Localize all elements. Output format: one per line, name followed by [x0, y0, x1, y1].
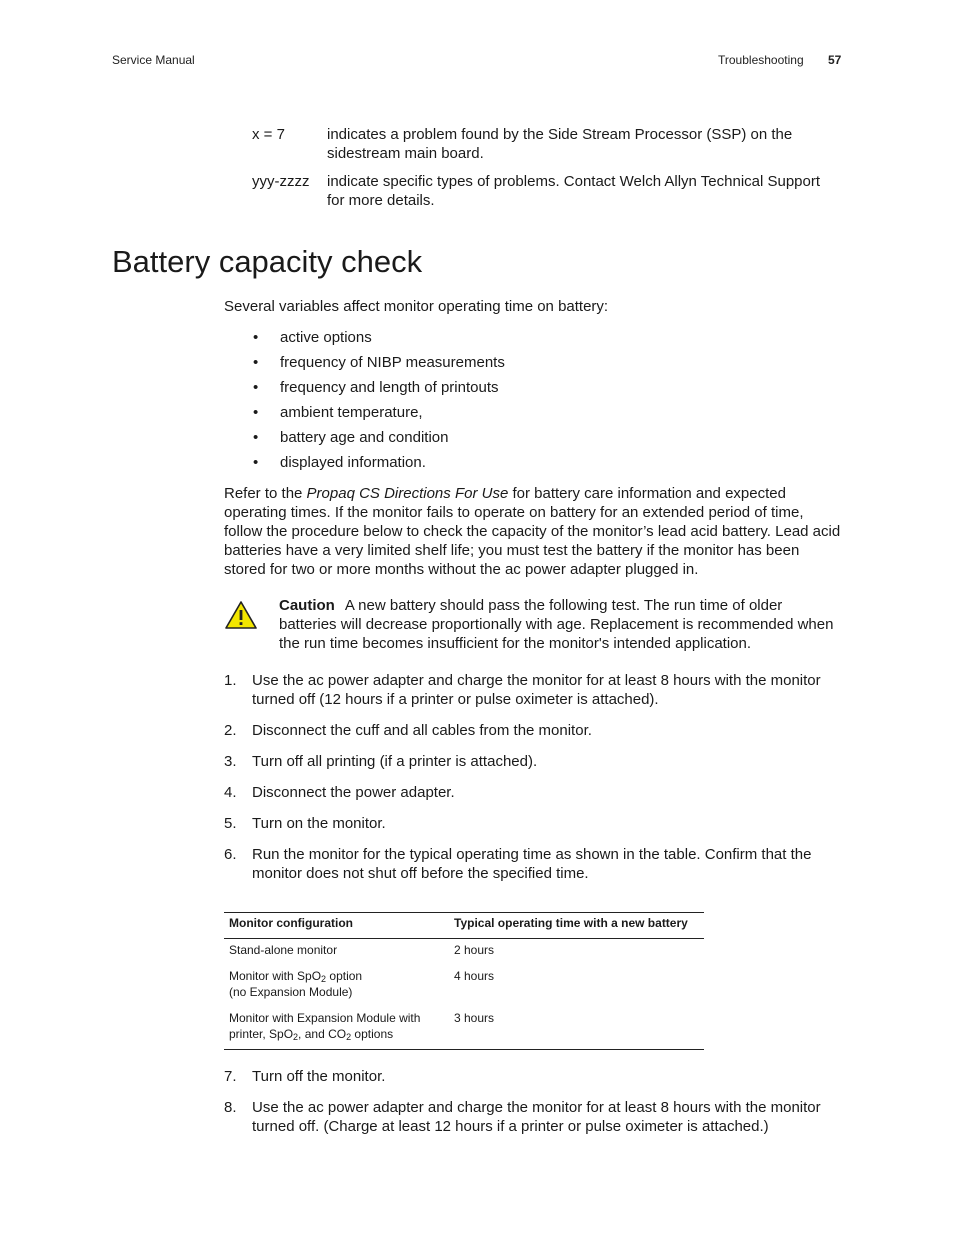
table-header-operating-time: Typical operating time with a new battery	[454, 916, 688, 930]
step-text: Use the ac power adapter and charge the monitor for at least 8 hours with the monitor turned off. (Charge at least 12 hours if a printer or pulse oximeter is attached.)	[252, 1099, 821, 1135]
table-cell-config: Monitor with Expansion Module with printer, SpO$_2$, and $CO_2$ options	[229, 1011, 421, 1042]
bullet-text: displayed information.	[280, 454, 426, 471]
document-reference: Propaq CS Directions For Use	[306, 485, 509, 502]
table-cell-time: 2 hours	[454, 943, 495, 957]
table-cell-config: Monitor with SpO$_2$ option (no Expansion Module)	[229, 969, 363, 999]
step-number: 7.	[224, 1068, 237, 1085]
caution-text	[279, 596, 834, 653]
step-text: Disconnect the cuff and all cables from the monitor.	[252, 722, 592, 739]
step-number: 5.	[224, 815, 237, 832]
step-number: 8.	[224, 1099, 237, 1116]
table-bottom-rule	[224, 1049, 704, 1050]
intro-paragraph: Several variables affect monitor operating time on battery:	[224, 298, 609, 315]
section-title: Battery capacity check	[112, 244, 423, 279]
step-text: Turn off the monitor.	[252, 1068, 386, 1085]
definition-term: yyy-zzzz	[252, 173, 310, 190]
caution-box	[224, 596, 844, 654]
refer-paragraph	[224, 484, 844, 579]
running-header-title: Service Manual	[112, 53, 195, 67]
step-number: 2.	[224, 722, 237, 739]
definition-description: indicate specific types of problems. Contact Welch Allyn Technical Support for more details.	[327, 173, 821, 209]
step-number: 6.	[224, 846, 237, 863]
bullet-text: battery age and condition	[280, 429, 449, 446]
table-top-rule	[224, 912, 704, 913]
caution-label: Caution	[279, 597, 335, 614]
table-cell-time: 4 hours	[454, 969, 495, 983]
step-number: 4.	[224, 784, 237, 801]
table-cell-config: Stand-alone monitor	[229, 943, 338, 957]
page-number: 57	[828, 53, 842, 67]
caution-body: A new battery should pass the following test. The run time of older batteries will decrease proportionally with age. Replacement is recommended when the run time becomes insufficient for the monitor's intended application.	[279, 597, 834, 652]
bullet-text: active options	[280, 329, 372, 346]
step-number: 3.	[224, 753, 237, 770]
step-text: Use the ac power adapter and charge the monitor for at least 8 hours with the monitor turned off (12 hours if a printer or pulse oximeter is attached).	[252, 672, 821, 708]
warning-triangle-icon	[224, 600, 258, 630]
refer-pre: Refer to the	[224, 485, 307, 502]
bullet-text: frequency and length of printouts	[280, 379, 499, 396]
step-text: Disconnect the power adapter.	[252, 784, 455, 801]
bullet-text: frequency of NIBP measurements	[280, 354, 505, 371]
step-text: Run the monitor for the typical operating time as shown in the table. Confirm that the monitor does not shut off before the specified time.	[252, 846, 812, 882]
step-number: 1.	[224, 672, 237, 689]
definition-term: x = 7	[252, 126, 285, 143]
running-header-section: Troubleshooting	[718, 53, 804, 67]
table-header-rule	[224, 938, 704, 939]
table-header-configuration: Monitor configuration	[229, 916, 353, 930]
bullet-text: ambient temperature,	[280, 404, 423, 421]
definition-description: indicates a problem found by the Side Stream Processor (SSP) on the sidestream main board.	[327, 126, 793, 162]
refer-post: for battery care information and expected operating times. If the monitor fails to operate on battery for an extended period of time, follow the procedure below to check the capacity of the monitor’s lead acid battery. Lead acid batteries have a very limited shelf life; you must test the battery if the monitor has been stored for two or more months without the ac power adapter plugged in.	[224, 485, 841, 578]
step-text: Turn on the monitor.	[252, 815, 386, 832]
step-text: Turn off all printing (if a printer is attached).	[252, 753, 538, 770]
table-cell-time: 3 hours	[454, 1011, 495, 1025]
